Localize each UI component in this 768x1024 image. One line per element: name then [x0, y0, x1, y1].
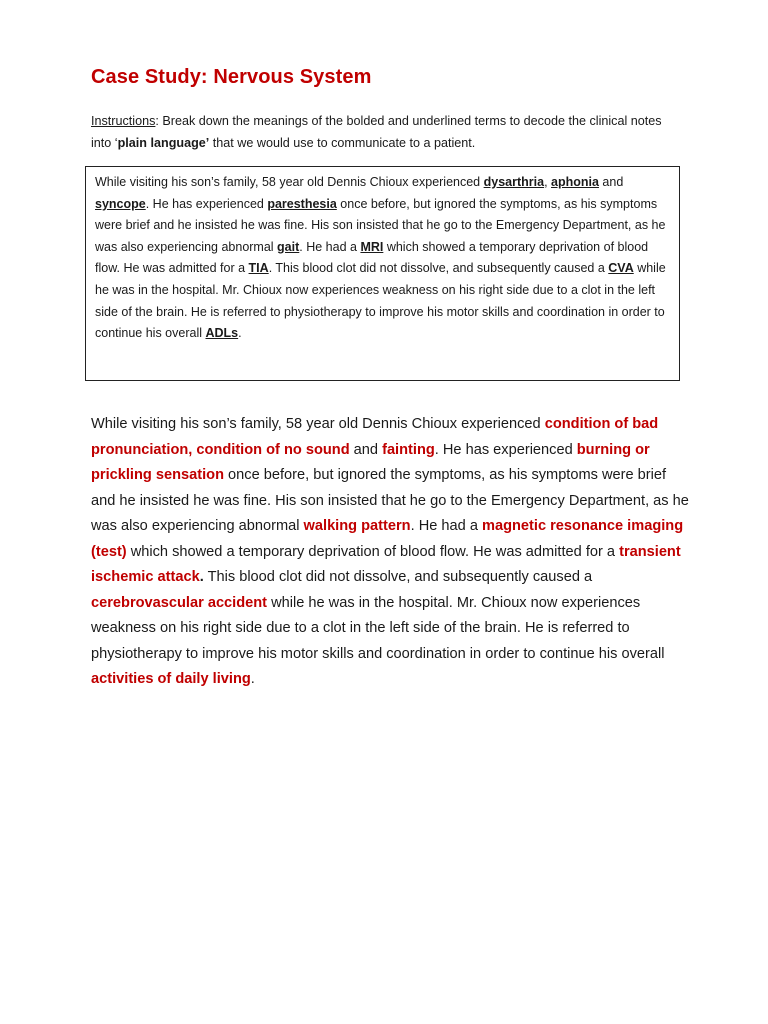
plain-term-tia: transient ischemic attack — [91, 543, 681, 585]
notes-text: . This blood clot did not dissolve, and subsequently caused a — [268, 261, 609, 276]
plain-text: which showed a temporary deprivation of blood flow. He was admitted for a — [126, 543, 620, 560]
term-cva: CVA — [608, 261, 634, 276]
notes-text: . — [238, 326, 242, 341]
instructions-bold-phrase: plain language’ — [117, 136, 210, 150]
plain-text: This blood clot did not dissolve, and subsequently caused a — [203, 569, 593, 585]
plain-language-paragraph — [91, 412, 689, 693]
plain-text: While visiting his son’s family, 58 year old Dennis Chioux experienced — [91, 416, 545, 432]
plain-text: and — [349, 441, 383, 458]
term-paresthesia: paresthesia — [267, 196, 337, 211]
plain-text: while he was in the hospital. Mr. Chioux now experiences weakness on his right side due to a clot in the left side of the brain. He is referred to physiotherapy to improve his motor skills and coordination in order to continue his overall — [91, 594, 665, 662]
instructions-label: Instructions — [91, 114, 156, 128]
plain-text: . — [250, 671, 255, 687]
term-aphonia: aphonia — [551, 175, 599, 189]
plain-text: . He has experienced — [434, 441, 577, 458]
plain-term-dysarthria: condition of bad pronunciation — [91, 416, 659, 458]
plain-text-comma: , — [188, 441, 197, 458]
notes-text: which showed a temporary deprivation of blood flow. He was admitted for a — [95, 239, 649, 276]
notes-text: While visiting his son’s family, 58 year old Dennis Chioux experienced — [95, 175, 484, 189]
plain-term-aphonia: condition of no sound — [196, 441, 350, 458]
plain-term-mri: magnetic resonance imaging (test) — [91, 518, 684, 560]
instructions-text-1: Break down the meanings of the bolded and underlined terms to decode the clinical notes into ‘ — [91, 114, 662, 150]
instructions-colon: : — [155, 114, 159, 128]
notes-text: . He has experienced — [145, 196, 268, 211]
page-title: Case Study: Nervous System — [91, 66, 372, 88]
plain-term-syncope: fainting — [382, 441, 435, 458]
plain-text-period: . — [199, 569, 204, 585]
term-dysarthria: dysarthria — [483, 175, 545, 189]
term-adls: ADLs — [205, 326, 239, 341]
notes-text: while he was in the hospital. Mr. Chioux now experiences weakness on his right side due to a clot in the left side of the brain. He is referred to physiotherapy to improve his motor skills and coordination in order to continue his overall — [95, 261, 666, 341]
notes-text: and — [598, 175, 624, 189]
plain-term-paresthesia: burning or prickling sensation — [91, 441, 650, 483]
notes-text: , — [544, 175, 552, 189]
instructions-paragraph — [91, 110, 681, 154]
term-tia: TIA — [248, 261, 269, 276]
plain-text: once before, but ignored the symptoms, as his symptoms were brief and he insisted he was fine. His son insisted that he go to the Emergency Department, as he was also experiencing abnormal — [91, 467, 689, 534]
plain-term-adls: activities of daily living — [91, 671, 251, 687]
plain-text: . He had a — [410, 518, 482, 534]
plain-term-cva: cerebrovascular accident — [91, 594, 268, 611]
instructions-text-2: that we would use to communicate to a patient. — [209, 136, 476, 150]
term-gait: gait — [277, 239, 300, 254]
clinical-notes-box — [85, 166, 680, 381]
notes-text: once before, but ignored the symptoms, as his symptoms were brief and he insisted he was fine. His son insisted that he go to the Emergency Department, as he was also experiencing abnormal — [95, 196, 666, 254]
plain-term-gait: walking pattern — [303, 518, 411, 534]
term-syncope: syncope — [95, 196, 146, 211]
notes-text: . He had a — [299, 239, 361, 254]
term-mri: MRI — [360, 239, 384, 254]
